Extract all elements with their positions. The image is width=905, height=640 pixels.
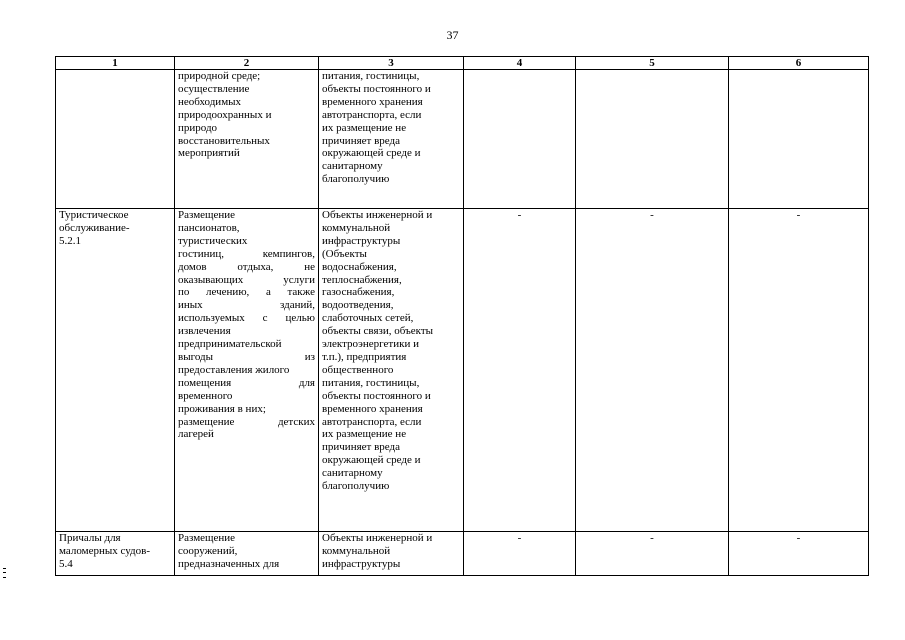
land-use-table xyxy=(55,56,869,576)
cell-auxiliary-uses xyxy=(319,70,464,209)
text-line: окружающей среде и xyxy=(322,454,421,467)
text-line: предоставления жилого xyxy=(178,363,290,376)
text-line: санитарному xyxy=(322,467,383,480)
header-col-3: 3 xyxy=(319,57,464,70)
text-line: предназначенных для xyxy=(178,557,280,570)
word: кемпингов, xyxy=(262,247,315,260)
text-line: автотранспорта, если xyxy=(322,108,422,121)
text-line: 5.2.1 xyxy=(59,234,81,247)
word: не xyxy=(304,260,315,273)
text-line: окружающей среде и xyxy=(322,147,421,160)
text-line: Объекты инженерной и xyxy=(322,209,433,221)
word: домов xyxy=(178,260,207,273)
text-line: водоотведения, xyxy=(322,299,394,312)
text-line: объекты постоянного и xyxy=(322,389,431,402)
text-line: Туристическое xyxy=(59,209,129,221)
text-line: восстановительных xyxy=(178,134,270,147)
text-line: инфраструктуры xyxy=(322,557,401,570)
table-row xyxy=(56,532,869,576)
text-line: природо xyxy=(178,121,218,134)
header-col-4: 4 xyxy=(464,57,576,70)
text-line xyxy=(178,312,315,325)
text-line: мероприятий xyxy=(178,147,240,160)
text-line: Размещение xyxy=(178,532,236,544)
text-line: инфраструктуры xyxy=(322,234,401,247)
cell-description xyxy=(175,209,319,532)
cell-col-4 xyxy=(464,70,576,209)
text-line: временного хранения xyxy=(322,402,423,415)
text-line: обслуживание- xyxy=(59,221,130,234)
text-line xyxy=(178,248,315,261)
page-number: 37 xyxy=(446,28,459,42)
text-line: коммунальной xyxy=(322,544,391,557)
cell-col-4: - xyxy=(464,532,576,576)
text-line: 5.4 xyxy=(59,557,73,570)
cell-type-name xyxy=(56,70,175,209)
text-line: питания, гостиницы, xyxy=(322,70,420,82)
cell-col-5 xyxy=(576,70,729,209)
text-line: маломерных судов- xyxy=(59,544,151,557)
cell-col-6 xyxy=(729,70,869,209)
cell-col-4: - xyxy=(464,209,576,532)
text-line: объекты постоянного и xyxy=(322,82,431,95)
text-line: газоснабжения, xyxy=(322,286,395,299)
cell-col-6: - xyxy=(729,209,869,532)
cell-col-6: - xyxy=(729,532,869,576)
text-line: туристических xyxy=(178,234,248,247)
word: размещение xyxy=(178,415,235,428)
word: для xyxy=(298,376,315,389)
text-line: временного хранения xyxy=(322,95,423,108)
text-line xyxy=(178,261,315,274)
table-header-row xyxy=(56,57,869,70)
text-line: осуществление xyxy=(178,82,250,95)
text-line: предпринимательской xyxy=(178,338,282,351)
word: лечению, xyxy=(206,286,250,299)
text-line: их размещение не xyxy=(322,121,407,134)
text-line: лагерей xyxy=(178,428,214,441)
text-line: слаботочных сетей, xyxy=(322,312,414,325)
word: детских xyxy=(277,415,315,428)
text-line: коммунальной xyxy=(322,221,391,234)
table-row xyxy=(56,209,869,532)
text-line: Объекты инженерной и xyxy=(322,532,433,544)
text-line: Причалы для xyxy=(59,532,121,544)
text-line: природной среде; xyxy=(178,70,261,82)
text-line: автотранспорта, если xyxy=(322,415,422,428)
word: по xyxy=(178,286,190,299)
text-line: благополучию xyxy=(322,173,390,186)
text-line: необходимых xyxy=(178,95,242,108)
word: услуги xyxy=(283,273,315,286)
text-line xyxy=(178,286,315,299)
text-line: общественного xyxy=(322,363,394,376)
word: помещения xyxy=(178,376,232,389)
text-line: Размещение xyxy=(178,209,236,221)
text-line: электроэнергетики и xyxy=(322,338,419,351)
cell-auxiliary-uses xyxy=(319,532,464,576)
text-line xyxy=(178,274,315,287)
word: также xyxy=(287,286,315,299)
cell-description xyxy=(175,532,319,576)
text-line: причиняет вреда xyxy=(322,441,400,454)
cell-description xyxy=(175,70,319,209)
cell-type-name xyxy=(56,532,175,576)
binding-mark xyxy=(3,568,6,578)
text-line: проживания в них; xyxy=(178,402,266,415)
text-line: природоохранных и xyxy=(178,108,272,121)
header-col-2: 2 xyxy=(175,57,319,70)
text-line xyxy=(178,299,315,312)
text-line xyxy=(178,351,315,364)
text-line: причиняет вреда xyxy=(322,134,400,147)
text-line: питания, гостиницы, xyxy=(322,376,420,389)
text-line: извлечения xyxy=(178,325,231,338)
word: используемых xyxy=(178,312,245,325)
text-line: пансионатов, xyxy=(178,221,240,234)
word: отдыха, xyxy=(237,260,274,273)
cell-type-name xyxy=(56,209,175,532)
word: из xyxy=(304,350,315,363)
text-line xyxy=(178,416,315,429)
cell-auxiliary-uses xyxy=(319,209,464,532)
header-col-1: 1 xyxy=(56,57,175,70)
text-line xyxy=(178,377,315,390)
word: а xyxy=(265,286,271,299)
word: зданий, xyxy=(279,299,315,312)
cell-col-5: - xyxy=(576,209,729,532)
cell-col-5: - xyxy=(576,532,729,576)
header-col-6: 6 xyxy=(729,57,869,70)
text-line: благополучию xyxy=(322,480,390,493)
text-line: водоснабжения, xyxy=(322,260,397,273)
text-line: (Объекты xyxy=(322,247,367,260)
text-line: временного xyxy=(178,389,233,402)
word: целью xyxy=(285,312,315,325)
text-line: их размещение не xyxy=(322,428,407,441)
text-line: теплоснабжения, xyxy=(322,273,402,286)
word: выгоды xyxy=(178,350,213,363)
word: гостиниц, xyxy=(178,247,224,260)
text-line: объекты связи, объекты xyxy=(322,325,434,338)
text-line: т.п.), предприятия xyxy=(322,350,407,363)
header-col-5: 5 xyxy=(576,57,729,70)
text-line: сооружений, xyxy=(178,544,238,557)
table-row xyxy=(56,70,869,209)
word: оказывающих xyxy=(178,273,244,286)
text-line: санитарному xyxy=(322,160,383,173)
word: иных xyxy=(178,299,203,312)
word: с xyxy=(262,312,268,325)
